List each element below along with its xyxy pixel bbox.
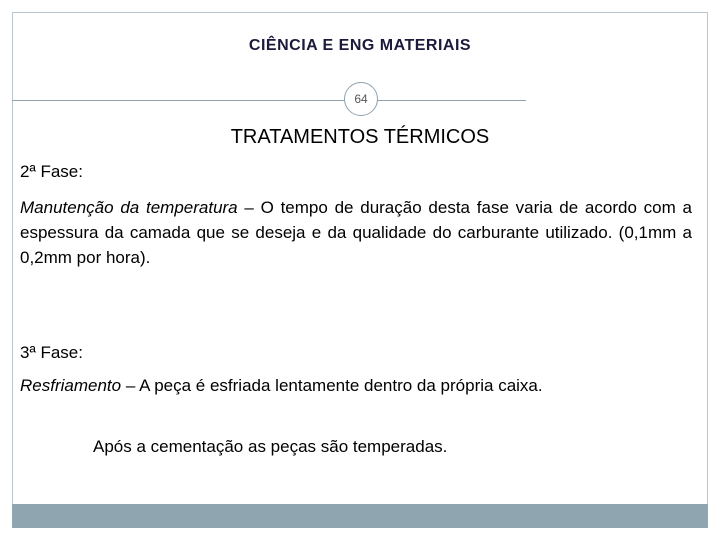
phase2-paragraph [20,195,692,270]
page-number-badge: 64 [344,82,378,116]
slide-title: TRATAMENTOS TÉRMICOS [230,126,490,148]
closing-note: Após a cementação as peças são temperadas. [93,437,448,456]
phase3-paragraph [20,373,543,398]
phase3-heading: 3ª Fase: [20,343,83,362]
phase2-text: – O tempo de duração desta fase varia de acordo com a espessura da camada que se deseja e da qualidade do carburante utilizado. (0,1mm a 0,2mm por hora). [20,198,692,267]
phase2-heading: 2ª Fase: [20,162,83,181]
header-divider [12,100,526,101]
phase3-term: Resfriamento [20,376,122,395]
phase2-term: Manutenção da temperatura [20,198,238,217]
header-title: CIÊNCIA E ENG MATERIAIS [248,37,472,54]
phase3-text: – A peça é esfriada lentamente dentro da própria caixa. [121,376,543,395]
footer-bar [12,504,708,528]
